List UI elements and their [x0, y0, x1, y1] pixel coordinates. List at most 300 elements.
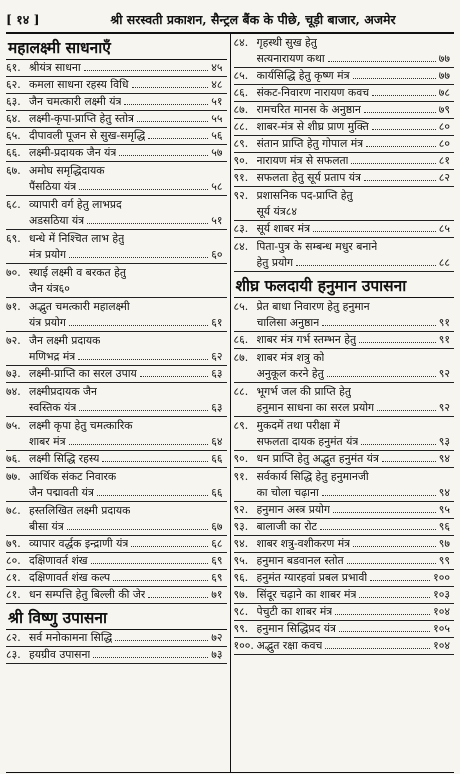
- dot-leader: [124, 104, 208, 105]
- toc-entry: [234, 119, 455, 136]
- dot-leader: [87, 223, 208, 224]
- toc-entry: [234, 68, 455, 85]
- toc-entry-line: [234, 332, 455, 348]
- toc-entry-line: [6, 298, 227, 315]
- entry-title: अनुकूल करने हेतु: [256, 367, 324, 380]
- entry-title: हनुमंत ग्यारहवां प्रबल प्रभावी: [256, 571, 368, 584]
- toc-entry-line: [6, 179, 227, 196]
- entry-title: सूर्य शाबर मंत्र: [256, 222, 311, 235]
- page-number-ref: ८१: [438, 154, 450, 167]
- toc-entry-line: [6, 162, 227, 179]
- entry-number: ६४.: [6, 112, 21, 125]
- entry-title: चालिसा अनुष्ठान: [256, 316, 320, 329]
- toc-entry: [234, 153, 455, 170]
- page-number-ref: ५१: [211, 95, 223, 108]
- page-number-ref: ९६: [438, 520, 450, 533]
- entry-title: स्थाई लक्ष्मी व बरकत हेतु: [29, 265, 127, 279]
- entry-title: हस्तलिखित लक्ष्मी प्रदायक: [29, 503, 131, 517]
- dot-leader: [359, 597, 430, 598]
- entry-title: सिंदूर चढ़ाने का शाबर मंत्र: [256, 588, 357, 601]
- toc-entry-line: [234, 221, 455, 237]
- entry-number: ८४.: [233, 239, 249, 253]
- page-number-ref: ६२: [211, 350, 223, 363]
- dot-leader: [347, 563, 436, 564]
- dot-leader: [361, 444, 435, 445]
- toc-entry: [234, 451, 455, 468]
- dot-leader: [359, 342, 436, 343]
- page-number-ref: ९४: [438, 452, 450, 465]
- section-heading: शीघ्र फलदायी हनुमान उपासना: [234, 274, 455, 298]
- page-number-ref: ६३: [211, 401, 223, 414]
- section-heading: श्री विष्णु उपासना: [6, 606, 227, 630]
- toc-entry: [6, 196, 227, 230]
- entry-number: ७५.: [6, 418, 21, 432]
- entry-title: नारायण मंत्र से सफलता: [256, 154, 349, 167]
- dot-leader: [69, 325, 208, 326]
- toc-entry: [234, 553, 455, 570]
- toc-entry-line: [6, 111, 227, 127]
- entry-number: ९०.: [233, 154, 249, 167]
- toc-entry-line: [6, 196, 227, 213]
- entry-number: ७७.: [6, 469, 21, 483]
- page-number-ref: ७८: [438, 86, 450, 99]
- dot-leader: [335, 614, 430, 615]
- toc-entry-line: [234, 536, 455, 552]
- entry-number: ९९.: [233, 622, 249, 635]
- page-number-ref: ८२: [438, 171, 450, 184]
- page-number-ref: १०५: [433, 622, 450, 635]
- entry-title: संतान प्राप्ति हेतु गोपाल मंत्र: [256, 137, 364, 150]
- toc-entry-line: [6, 332, 227, 349]
- toc-entry-line: [234, 170, 455, 186]
- entry-title: शाबर शत्रु-वशीकरण मंत्र: [256, 537, 351, 550]
- dot-leader: [69, 444, 209, 445]
- entry-title: प्रेत बाधा निवारण हेतु हनुमान: [256, 299, 370, 313]
- entry-number: ७९.: [6, 537, 21, 550]
- dot-leader: [148, 138, 208, 139]
- toc-entry: [234, 34, 455, 68]
- toc-entry: [6, 77, 227, 94]
- toc-entry-line: [234, 638, 455, 654]
- entry-title: मणिभद्र मंत्र: [29, 350, 76, 363]
- page-number-ref: ९२: [438, 401, 450, 414]
- toc-entry-line: [234, 255, 455, 272]
- page-number-ref: ५१: [211, 214, 223, 227]
- dot-leader: [69, 257, 208, 258]
- toc-entry-line: [6, 587, 227, 603]
- page-number-ref: ७१: [211, 588, 223, 601]
- page-number-ref: ८५: [438, 222, 450, 235]
- page-number-ref: ५७: [211, 146, 223, 159]
- dot-leader: [115, 640, 208, 641]
- page-number-ref: ६१: [211, 316, 223, 329]
- toc-entry: [6, 502, 227, 536]
- entry-number: ८४.: [233, 35, 249, 49]
- entry-number: ८५.: [233, 299, 249, 313]
- page-number-ref: १००: [433, 571, 450, 584]
- entry-title: हनुमान साधना का सरल प्रयोग: [256, 401, 375, 414]
- toc-entry: [234, 638, 455, 655]
- entry-number: ९४.: [233, 537, 249, 550]
- toc-entry: [234, 221, 455, 238]
- entry-number: ७२.: [6, 333, 21, 347]
- page-number-ref: ६६: [211, 486, 223, 499]
- entry-title: लक्ष्मीप्रदायक जैन: [29, 384, 98, 398]
- toc-entry-line: [234, 349, 455, 366]
- entry-title: अमोघ समृद्धिदायक: [29, 163, 105, 177]
- entry-title: लक्ष्मी-कृपा-प्राप्ति हेतु स्तोत्र: [29, 112, 134, 125]
- entry-title: अडसठिया यंत्र: [29, 214, 85, 227]
- dot-leader: [113, 580, 208, 581]
- toc-entry: [234, 298, 455, 332]
- entry-number: ८६.: [233, 86, 249, 99]
- entry-number: ६५.: [6, 129, 21, 142]
- entry-title: व्यापार वर्द्धक इन्द्राणी यंत्र: [29, 537, 129, 550]
- toc-entry-line: [234, 187, 455, 204]
- toc-entry-line: [234, 68, 455, 84]
- page-header: [6, 6, 454, 34]
- dot-leader: [382, 461, 436, 462]
- entry-number: ९७.: [233, 588, 249, 601]
- page-number-ref: ७७: [438, 52, 450, 65]
- page-number-ref: ९१: [438, 316, 450, 329]
- toc-entry: [6, 570, 227, 587]
- entry-title: लक्ष्मी कृपा हेतु चमत्कारिक: [29, 418, 133, 432]
- page-number: [ १४ ]: [6, 11, 40, 27]
- dot-leader: [84, 70, 209, 71]
- page-number-ref: ६९: [211, 571, 223, 584]
- entry-number: ७०.: [6, 265, 21, 279]
- entry-title: रामचरित मानस के अनुष्ठान: [256, 103, 361, 116]
- entry-number: ७३.: [6, 367, 21, 380]
- entry-number: ८३.: [233, 222, 249, 235]
- page-number-ref: ८८: [438, 256, 450, 269]
- entry-title: बालाजी का रोट: [256, 520, 317, 533]
- toc-entry-line: [6, 247, 227, 264]
- page-number-ref: ९५: [438, 503, 450, 516]
- toc-entry: [6, 536, 227, 553]
- entry-number: ८६.: [233, 333, 249, 346]
- toc-entry: [234, 536, 455, 553]
- toc-entry-line: [234, 85, 455, 101]
- entry-title: आर्थिक संकट निवारक: [29, 469, 117, 483]
- dot-leader: [97, 495, 208, 496]
- toc-entry-line: [234, 468, 455, 485]
- page-number-ref: ९७: [438, 537, 450, 550]
- entry-number: ६२.: [6, 78, 21, 91]
- toc-entry: [6, 111, 227, 128]
- toc-entry-line: [234, 34, 455, 51]
- toc-entry-line: [6, 128, 227, 144]
- entry-title: श्रीयंत्र साधना: [29, 61, 81, 74]
- entry-number: ७६.: [6, 452, 21, 465]
- page-number-ref: ७२: [211, 631, 223, 644]
- toc-entry-line: [234, 570, 455, 586]
- toc-entry: [6, 162, 227, 196]
- dot-leader: [372, 129, 436, 130]
- entry-title: कार्यसिद्धि हेतु कृष्ण मंत्र: [256, 69, 350, 82]
- toc-entry-line: [6, 94, 227, 110]
- page-number-ref: ९४: [438, 486, 450, 499]
- entry-number: ८८.: [233, 384, 249, 398]
- page-number-ref: ९२: [438, 367, 450, 380]
- toc-entry: [6, 553, 227, 570]
- dot-leader: [137, 121, 208, 122]
- toc-entry-line: [234, 102, 455, 118]
- page-number-ref: ६३: [211, 367, 223, 380]
- entry-number: ८२.: [6, 631, 21, 644]
- toc-entry-line: [6, 519, 227, 536]
- toc-entry-line: [6, 264, 227, 281]
- toc-entry: [234, 587, 455, 604]
- entry-title: स्वस्तिक यंत्र: [29, 401, 77, 414]
- toc-entry: [6, 60, 227, 77]
- dot-leader: [339, 631, 430, 632]
- toc-entry: [234, 621, 455, 638]
- entry-title: का चोला चढ़ाना: [256, 486, 319, 499]
- page-number-ref: ६०: [211, 248, 223, 261]
- toc-entry: [6, 145, 227, 162]
- toc-entry: [234, 187, 455, 221]
- entry-number: ९३.: [233, 520, 249, 533]
- entry-title: यंत्र प्रयोग: [29, 316, 66, 329]
- dot-leader: [140, 376, 208, 377]
- page-number-ref: ६७: [211, 520, 223, 533]
- toc-entry-line: [234, 451, 455, 467]
- toc-entry-line: [234, 383, 455, 400]
- toc-entry-line: [6, 383, 227, 400]
- toc-entry-line: [6, 434, 227, 451]
- entry-title: अद्भुत रक्षा कवच: [256, 639, 323, 652]
- toc-entry-line: [6, 366, 227, 382]
- entry-number: ६७.: [6, 163, 21, 177]
- page-number-ref: ७९: [438, 103, 450, 116]
- entry-number: ८०.: [6, 554, 21, 567]
- entry-title: धन्धे में निश्चित लाभ हेतु: [29, 231, 125, 245]
- entry-number: ९६.: [233, 571, 249, 584]
- entry-title: दक्षिणावर्त शंख कल्प: [29, 571, 111, 584]
- entry-title: मुकदमें तथा परीक्षा में: [256, 418, 340, 432]
- entry-title: हनुमान अस्त्र प्रयोग: [256, 503, 331, 516]
- page-number-ref: ६८: [211, 537, 223, 550]
- entry-title: धन सम्पत्ति हेतु बिल्ली की जेर: [29, 588, 146, 601]
- dot-leader: [333, 512, 436, 513]
- entry-number: ६८.: [6, 197, 21, 211]
- entry-title: संकट-निवारण नारायण कवच: [256, 86, 370, 99]
- entry-number: ८३.: [6, 648, 21, 661]
- toc-entry-line: [234, 485, 455, 502]
- toc-entry: [6, 468, 227, 502]
- page-number-ref: ५५: [211, 112, 223, 125]
- page-number-ref: १०४: [433, 605, 450, 618]
- entry-title: दक्षिणावर्त शंख: [29, 554, 88, 567]
- page-number-ref: १०३: [433, 588, 450, 601]
- entry-title: जैन लक्ष्मी प्रदायक: [29, 333, 101, 347]
- page-number-ref: ६४: [211, 435, 223, 448]
- page-number-ref: ५६: [211, 129, 223, 142]
- entry-title: प्रशासनिक पद-प्राप्ति हेतु: [256, 188, 353, 202]
- entry-title: सफलता दायक हनुमंत यंत्र: [256, 435, 359, 448]
- toc-entry-line: [6, 553, 227, 569]
- right-column: [231, 34, 455, 772]
- page-number-ref: ८०: [438, 137, 450, 150]
- toc-entry: [234, 519, 455, 536]
- entry-title: लक्ष्मी-प्रदायक जैन यंत्र: [29, 146, 117, 159]
- toc-entry: [6, 230, 227, 264]
- page-number-ref: ४८: [211, 78, 223, 91]
- toc-entry-line: [6, 230, 227, 247]
- page-number-ref: ५८: [211, 180, 223, 193]
- page-number-ref: ७३: [211, 648, 223, 661]
- toc-entry: [234, 102, 455, 119]
- toc-entry-line: [234, 153, 455, 169]
- page-number-ref: ९३: [438, 435, 450, 448]
- dot-leader: [79, 189, 208, 190]
- entry-title: लक्ष्मी-प्राप्ति का सरल उपाय: [29, 367, 137, 380]
- dot-leader: [119, 155, 208, 156]
- entry-title: पैंसठिया यंत्र: [29, 180, 77, 193]
- entry-title: शाबर मंत्र: [29, 435, 66, 448]
- toc-entry: [6, 451, 227, 468]
- dot-leader: [91, 563, 209, 564]
- toc-entry: [234, 502, 455, 519]
- toc-entry-line: [234, 366, 455, 383]
- toc-entry-line: [234, 298, 455, 315]
- entry-number: ८७.: [233, 103, 249, 116]
- toc-entry-line: [6, 570, 227, 586]
- entry-number: ९१.: [233, 171, 249, 184]
- entry-number: ८७.: [233, 350, 249, 364]
- toc-entry: [234, 417, 455, 451]
- section-heading: महालक्ष्मी साधनाएँ: [6, 36, 227, 60]
- dot-leader: [102, 461, 208, 462]
- toc-entry-line: [6, 417, 227, 434]
- toc-entry: [234, 468, 455, 502]
- page-number-ref: ९९: [438, 554, 450, 567]
- toc-entry-line: [6, 77, 227, 93]
- entry-title: शाबर मंत्र शत्रु को: [256, 350, 325, 364]
- toc-entry: [234, 383, 455, 417]
- toc-entry-line: [234, 400, 455, 417]
- toc-entry: [234, 85, 455, 102]
- page-number-ref: ६६: [211, 452, 223, 465]
- dot-leader: [322, 325, 436, 326]
- entry-title: सफलता हेतु सूर्य प्रताप यंत्र: [256, 171, 362, 184]
- toc-entry: [6, 264, 227, 298]
- toc-entry-line: [6, 213, 227, 230]
- toc-entry-line: [6, 281, 227, 298]
- entry-title: हनुमान बडवानल स्तोत: [256, 554, 344, 567]
- entry-number: ७१.: [6, 299, 21, 313]
- dot-leader: [320, 529, 436, 530]
- toc-entry-line: [6, 630, 227, 646]
- entry-number: ६९.: [6, 231, 21, 245]
- toc-entry: [6, 630, 227, 647]
- dot-leader: [132, 87, 209, 88]
- entry-number: १००.: [233, 639, 254, 652]
- entry-title: शाबर मंत्र गर्भ स्तम्भन हेतु: [256, 333, 357, 346]
- entry-title: सत्यनारायण कथा: [256, 52, 325, 65]
- toc-entry-line: [6, 485, 227, 502]
- dot-leader: [366, 146, 436, 147]
- page-number-ref: १०४: [433, 639, 450, 652]
- dot-leader: [372, 95, 436, 96]
- entry-title: लक्ष्मी सिद्धि रहस्य: [29, 452, 100, 465]
- toc-entry-line: [234, 51, 455, 68]
- entry-number: ९०.: [233, 452, 249, 465]
- dot-leader: [93, 657, 208, 658]
- toc-entry-line: [234, 238, 455, 255]
- entry-title: बीसा यंत्र: [29, 520, 64, 533]
- entry-number: ९२.: [233, 503, 249, 516]
- entry-title: हेतु प्रयोग: [256, 256, 294, 269]
- entry-title: शाबर-मंत्र से शीघ्र प्राण मुक्ति: [256, 120, 369, 133]
- dot-leader: [313, 231, 436, 232]
- entry-number: ६६.: [6, 146, 21, 159]
- dot-leader: [131, 546, 208, 547]
- entry-title: कमला साधना रहस्य विधि: [29, 78, 129, 91]
- entry-title: अद्भुत चमत्कारी महालक्ष्मी: [29, 299, 130, 313]
- toc-entry: [234, 136, 455, 153]
- dot-leader: [325, 648, 430, 649]
- toc-entry-line: [6, 400, 227, 417]
- entry-number: ८८.: [233, 120, 249, 133]
- entry-number: ८१.: [6, 588, 21, 601]
- entry-number: ७८.: [6, 503, 21, 517]
- toc-entry: [6, 366, 227, 383]
- entry-title: भूगर्भ जल की प्राप्ति हेतु: [256, 384, 352, 398]
- toc-entry: [6, 417, 227, 451]
- entry-title: सूर्य यंत्र८४: [256, 205, 297, 218]
- toc-entry-line: [234, 621, 455, 637]
- entry-number: ९८.: [233, 605, 249, 618]
- toc-entry-line: [6, 536, 227, 552]
- entry-number: ६१.: [6, 61, 21, 74]
- toc-entry: [6, 587, 227, 604]
- dot-leader: [377, 410, 436, 411]
- toc-entry: [6, 128, 227, 145]
- toc-entry-line: [234, 315, 455, 332]
- entry-number: ९५.: [233, 554, 249, 567]
- toc-entry-line: [6, 451, 227, 467]
- entry-number: ९१.: [233, 469, 249, 483]
- toc-entry-line: [6, 60, 227, 76]
- toc-entry: [6, 332, 227, 366]
- entry-title: पिता-पुत्र के सम्बन्ध मधुर बनाने: [256, 239, 378, 253]
- toc-entry: [234, 349, 455, 383]
- dot-leader: [353, 78, 436, 79]
- dot-leader: [148, 597, 208, 598]
- entry-title: हयग्रीव उपासना: [29, 648, 91, 661]
- entry-title: मंत्र प्रयोग: [29, 248, 67, 261]
- toc-entry-line: [6, 349, 227, 366]
- dot-leader: [328, 61, 436, 62]
- toc-entry: [234, 332, 455, 349]
- toc-entry-line: [234, 417, 455, 434]
- entry-title: सर्व मनोकामना सिद्धि: [29, 631, 113, 644]
- toc-entry-line: [234, 519, 455, 535]
- entry-title: जैन यंत्र६०: [29, 282, 70, 295]
- toc-entry-line: [234, 553, 455, 569]
- toc-entry-line: [234, 136, 455, 152]
- toc-entry: [6, 298, 227, 332]
- entry-title: जैन चमत्कारी लक्ष्मी यंत्र: [29, 95, 122, 108]
- toc-entry: [6, 94, 227, 111]
- toc-entry: [234, 238, 455, 272]
- dot-leader: [364, 180, 436, 181]
- toc-entry-line: [6, 468, 227, 485]
- entry-number: ६३.: [6, 95, 21, 108]
